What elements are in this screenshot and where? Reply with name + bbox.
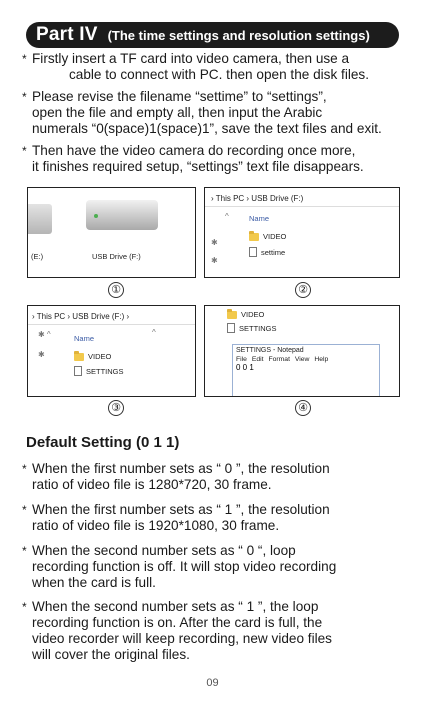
usb-drive-label: USB Drive (F:) bbox=[92, 252, 141, 261]
setting-item-1: * When the first number sets as “ 0 ”, the resolution ratio of video file is 1280*720, 30 frame. bbox=[22, 461, 330, 492]
bullet-star: * bbox=[22, 52, 27, 66]
section-header bbox=[26, 22, 399, 48]
address-bar: › This PC › USB Drive (F:) › bbox=[32, 312, 130, 321]
bullet-star: * bbox=[22, 544, 27, 558]
figure-number-1: ① bbox=[108, 282, 124, 298]
address-bar: › This PC › USB Drive (F:) bbox=[211, 194, 304, 203]
folder-icon bbox=[227, 311, 237, 319]
list-item[interactable]: VIDEO bbox=[249, 232, 286, 241]
notepad-content[interactable]: 0 0 1 bbox=[236, 363, 254, 372]
step-2: * Please revise the filename “settime” to “settings”, open the file and empty all, then input the Arabic numerals “0(space)1(space)1”, save the text files and exit. bbox=[22, 89, 382, 136]
bullet-star: * bbox=[22, 503, 27, 517]
pin-icon: ✱ ^ bbox=[38, 330, 51, 339]
drive-e-icon bbox=[27, 204, 52, 234]
text-file-icon bbox=[74, 366, 82, 376]
chevron-up-icon: ^ bbox=[225, 212, 229, 221]
folder-icon bbox=[249, 233, 259, 241]
list-item[interactable]: VIDEO bbox=[227, 310, 264, 319]
notepad-window bbox=[232, 344, 380, 397]
folder-icon bbox=[74, 353, 84, 361]
notepad-title: SETTINGS - Notepad bbox=[236, 347, 304, 354]
pin-icon: ✱ bbox=[211, 256, 218, 265]
screenshot-drives bbox=[27, 187, 196, 278]
bullet-star: * bbox=[22, 600, 27, 614]
pin-icon: ✱ bbox=[38, 350, 45, 359]
screenshot-explorer-settings bbox=[27, 305, 196, 397]
usb-drive-icon bbox=[86, 200, 158, 230]
name-column-header: Name bbox=[74, 334, 95, 343]
divider bbox=[205, 206, 400, 207]
part-title: Part IV bbox=[36, 24, 98, 45]
list-item[interactable]: settime bbox=[249, 247, 285, 257]
setting-item-2: * When the first number sets as “ 1 ”, the resolution ratio of video file is 1920*1080, 30 frame. bbox=[22, 502, 330, 533]
notepad-menu[interactable]: File Edit Format View Help bbox=[236, 356, 329, 363]
chevron-up-icon: ^ bbox=[152, 328, 156, 337]
default-setting-title: Default Setting (0 1 1) bbox=[26, 434, 180, 451]
part-subtitle: (The time settings and resolution settings) bbox=[107, 27, 370, 43]
text-file-icon bbox=[249, 247, 257, 257]
divider bbox=[28, 324, 196, 325]
figure-number-3: ③ bbox=[108, 400, 124, 416]
step-3: * Then have the video camera do recording once more, it finishes required setup, “settings” text file disappears. bbox=[22, 143, 364, 174]
bullet-star: * bbox=[22, 462, 27, 476]
setting-item-4: * When the second number sets as “ 1 ”, the loop recording function is on. After the card is full, the video recorder will keep recording, new video files will cover the original files. bbox=[22, 599, 332, 662]
name-column-header: Name bbox=[249, 214, 270, 223]
list-item[interactable]: SETTINGS bbox=[227, 323, 277, 333]
bullet-star: * bbox=[22, 90, 27, 104]
list-item[interactable]: SETTINGS bbox=[74, 366, 124, 376]
text-file-icon bbox=[227, 323, 235, 333]
bullet-star: * bbox=[22, 144, 27, 158]
figure-number-4: ④ bbox=[295, 400, 311, 416]
screenshot-notepad bbox=[204, 305, 400, 397]
setting-item-3: * When the second number sets as “ 0 “, loop recording function is off. It will stop video recording when the card is full. bbox=[22, 543, 337, 590]
drive-e-label: (E:) bbox=[31, 252, 44, 261]
page-number: 09 bbox=[206, 677, 219, 689]
screenshot-explorer-settime bbox=[204, 187, 400, 278]
pin-icon: ✱ bbox=[211, 238, 218, 247]
list-item[interactable]: VIDEO bbox=[74, 352, 111, 361]
figure-number-2: ② bbox=[295, 282, 311, 298]
step-1: * Firstly insert a TF card into video camera, then use a cable to connect with PC. then open the disk files. bbox=[22, 51, 369, 82]
